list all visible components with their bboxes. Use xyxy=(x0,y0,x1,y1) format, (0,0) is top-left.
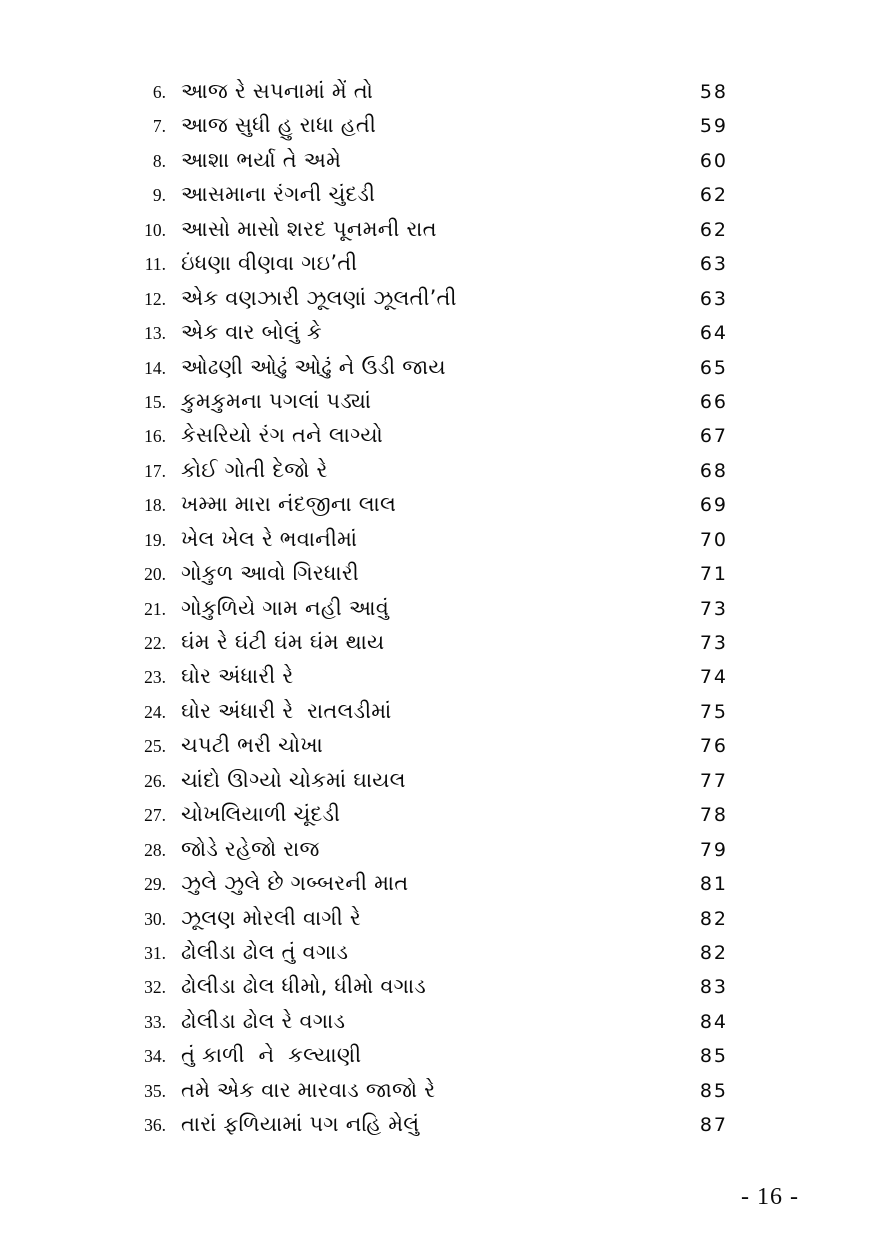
toc-entry-number: 30. xyxy=(144,908,166,929)
toc-entry-page: 76 xyxy=(699,735,728,758)
toc-entry-title: ઢોલીડા ઢોલ રે વગાડ xyxy=(181,1008,346,1033)
toc-entry-page: 62 xyxy=(699,184,728,207)
toc-entry-page: 70 xyxy=(699,528,728,551)
toc-entry-title: ઝૂલણ મોરલી વાગી રે xyxy=(181,905,361,930)
toc-entry-page: 65 xyxy=(699,356,728,379)
toc-row xyxy=(134,866,728,900)
toc-entry-page: 69 xyxy=(699,494,728,517)
toc-entry-number: 33. xyxy=(144,1011,166,1032)
toc-entry-number: 9. xyxy=(152,185,166,206)
toc-entry-title: ઢોલીડા ઢોલ તું વગાડ xyxy=(181,939,349,964)
toc-entry-page: 78 xyxy=(699,804,728,827)
toc-entry-title: એક વણઝારી ઝૂલણાં ઝૂલતી’તી xyxy=(181,285,457,310)
toc-row xyxy=(134,108,728,142)
toc-entry-number: 34. xyxy=(144,1046,166,1067)
toc-row xyxy=(134,522,728,556)
toc-row xyxy=(134,177,728,211)
toc-entry-title: ઘોર અંધારી રે રાતલડીમાં xyxy=(181,698,392,723)
toc-entry-title: એક વાર બોલું કે xyxy=(181,320,322,345)
toc-entry-number: 27. xyxy=(144,805,166,826)
toc-entry-page: 85 xyxy=(699,1079,728,1102)
toc-entry-page: 84 xyxy=(699,1010,728,1033)
toc-entry-title: ખેલ ખેલ રે ભવાનીમાં xyxy=(181,526,358,551)
toc-entry-number: 18. xyxy=(144,495,166,516)
toc-row xyxy=(134,556,728,590)
toc-entry-title: ખમ્મા મારા નંદજીના લાલ xyxy=(181,492,397,517)
toc-row xyxy=(134,487,728,521)
toc-entry-page: 77 xyxy=(699,769,728,792)
toc-entry-title: ગોકુળ આવો ગિરધારી xyxy=(181,561,359,586)
toc-entry-number: 15. xyxy=(144,391,166,412)
toc-entry-page: 60 xyxy=(699,149,728,172)
toc-entry-number: 24. xyxy=(144,701,166,722)
toc-entry-number: 7. xyxy=(152,116,166,137)
toc-entry-number: 6. xyxy=(152,82,166,102)
toc-entry-page: 74 xyxy=(699,666,728,689)
toc-row xyxy=(134,797,728,831)
toc-entry-page: 67 xyxy=(699,425,728,448)
toc-row xyxy=(134,591,728,625)
toc-entry-number: 19. xyxy=(144,529,166,550)
toc-entry-number: 26. xyxy=(144,770,166,791)
toc-row xyxy=(134,935,728,969)
toc-entry-page: 75 xyxy=(699,700,728,723)
toc-entry-page: 81 xyxy=(699,873,728,896)
toc-entry-number: 35. xyxy=(144,1080,166,1101)
toc-entry-page: 83 xyxy=(699,976,728,999)
toc-entry-page: 73 xyxy=(699,597,728,620)
toc-entry-number: 10. xyxy=(144,219,166,240)
toc-row xyxy=(134,1107,728,1141)
toc-entry-title: કેસરિયો રંગ તને લાગ્યો xyxy=(181,423,383,448)
toc-entry-title: આજ સુધી હુ રાધા હતી xyxy=(181,113,377,138)
toc-row xyxy=(134,1004,728,1038)
toc-entry-number: 28. xyxy=(144,839,166,860)
toc-row xyxy=(134,694,728,728)
toc-entry-page: 58 xyxy=(699,81,728,103)
toc-entry-title: તારાં ફળિયામાં પગ નહિ મેલું xyxy=(181,1112,420,1137)
toc-entry-number: 13. xyxy=(144,323,166,344)
toc-entry-number: 17. xyxy=(144,460,166,481)
toc-entry-number: 32. xyxy=(144,977,166,998)
toc-row xyxy=(134,315,728,349)
toc-entry-title: ચાંદો ઊગ્યો ચોકમાં ઘાયલ xyxy=(181,767,406,792)
toc-entry-title: ઘોર અંધારી રે xyxy=(181,664,294,689)
toc-entry-page: 66 xyxy=(699,390,728,413)
toc-entry-title: તું કાળી ને કલ્યાણી xyxy=(181,1043,362,1068)
toc-entry-title: તમે એક વાર મારવાડ જાજો રે xyxy=(181,1077,436,1102)
toc-entry-title: ઓઢણી ઓઢું ઓઢું ને ઉડી જાય xyxy=(181,354,446,379)
toc-entry-title: ઝુલે ઝુલે છે ગબ્બરની માત xyxy=(181,871,409,896)
toc-entry-title: જોડે રહેજો રાજ xyxy=(181,836,320,861)
toc-entry-title: કુમકુમના પગલાં પડ્યાં xyxy=(181,388,372,413)
toc-row xyxy=(134,74,728,108)
toc-list xyxy=(134,74,728,1142)
toc-entry-title: ચપટી ભરી ચોખા xyxy=(181,733,323,758)
toc-row xyxy=(134,143,728,177)
toc-entry-page: 79 xyxy=(699,838,728,861)
toc-row xyxy=(134,625,728,659)
toc-entry-page: 63 xyxy=(699,287,728,310)
toc-entry-title: આશા ભર્યા તે અમે xyxy=(181,147,342,172)
toc-entry-number: 16. xyxy=(144,426,166,447)
toc-entry-page: 63 xyxy=(699,253,728,276)
toc-entry-number: 21. xyxy=(144,598,166,619)
toc-entry-number: 12. xyxy=(144,288,166,309)
toc-row xyxy=(134,659,728,693)
toc-entry-number: 29. xyxy=(144,874,166,895)
toc-row xyxy=(134,384,728,418)
toc-row xyxy=(134,246,728,280)
toc-row xyxy=(134,763,728,797)
toc-entry-title: ઘંમ રે ઘંટી ઘંમ ઘંમ થાય xyxy=(181,630,385,654)
toc-row xyxy=(134,453,728,487)
toc-entry-number: 14. xyxy=(144,357,166,378)
toc-entry-page: 87 xyxy=(699,1114,728,1137)
page-folio-number: - 16 - xyxy=(741,1184,799,1210)
toc-entry-number: 20. xyxy=(144,564,166,585)
toc-entry-number: 31. xyxy=(144,942,166,963)
toc-entry-number: 25. xyxy=(144,736,166,757)
toc-entry-page: 82 xyxy=(699,907,728,930)
toc-entry-number: 8. xyxy=(152,150,166,171)
toc-row xyxy=(134,1038,728,1072)
toc-row xyxy=(134,832,728,866)
toc-entry-page: 62 xyxy=(699,218,728,241)
toc-row xyxy=(134,281,728,315)
toc-entry-page: 73 xyxy=(699,632,728,654)
toc-entry-page: 71 xyxy=(699,563,728,586)
toc-entry-number: 36. xyxy=(144,1115,166,1136)
toc-row xyxy=(134,1073,728,1107)
toc-entry-number: 23. xyxy=(144,667,166,688)
toc-entry-title: ઇંધણા વીણવા ગઇ’તી xyxy=(181,251,358,276)
toc-entry-number: 22. xyxy=(144,633,166,653)
toc-entry-title: કોઈ ગોતી દેજો રે xyxy=(181,457,328,482)
toc-entry-number: 11. xyxy=(144,254,166,275)
toc-entry-page: 64 xyxy=(699,322,728,345)
toc-row xyxy=(134,901,728,935)
toc-row xyxy=(134,350,728,384)
toc-entry-page: 82 xyxy=(699,941,728,964)
toc-row xyxy=(134,212,728,246)
toc-row xyxy=(134,418,728,452)
toc-row xyxy=(134,969,728,1003)
toc-entry-page: 68 xyxy=(699,459,728,482)
toc-entry-title: ઢોલીડા ઢોલ ધીમો, ધીમો વગાડ xyxy=(181,974,427,999)
toc-entry-title: ગોકુળિયે ગામ નહી આવું xyxy=(181,595,390,620)
toc-entry-title: ચોખલિયાળી ચૂંદડી xyxy=(181,802,341,827)
toc-entry-page: 59 xyxy=(699,115,728,138)
toc-entry-page: 85 xyxy=(699,1045,728,1068)
toc-row xyxy=(134,728,728,762)
toc-entry-title: આસો માસો શરદ પૂનમની રાત xyxy=(181,216,437,241)
toc-entry-title: આસમાના રંગની ચુંદડી xyxy=(181,182,376,207)
toc-entry-title: આજ રે સપનામાં મેં તો xyxy=(181,79,374,103)
